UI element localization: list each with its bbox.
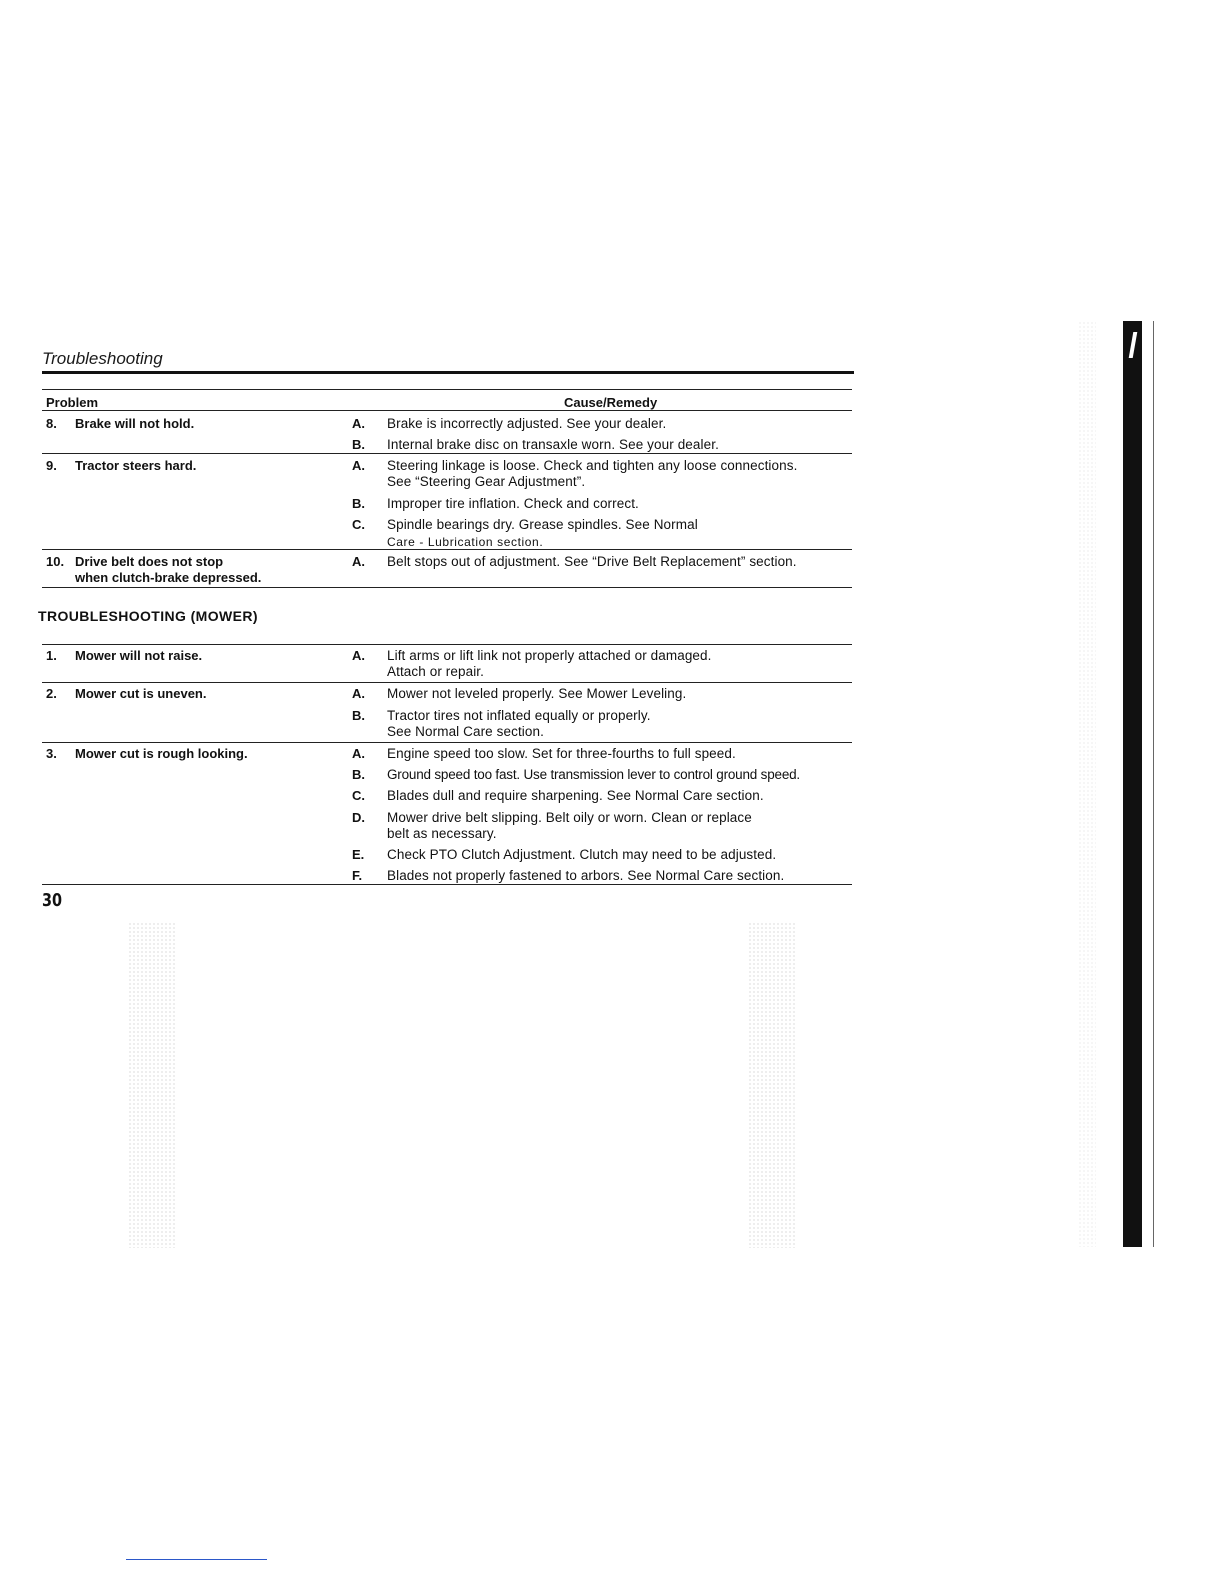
scan-speckle (128, 922, 176, 1248)
problem-text: Mower cut is rough looking. (75, 746, 248, 761)
problem-number: 1. (46, 648, 57, 663)
remedy-text: Steering linkage is loose. Check and tighten any loose connections. See “Steering Gear Adjustment”. (387, 458, 798, 489)
remedy-letter: B. (352, 708, 365, 723)
mower-section-title: TROUBLESHOOTING (MOWER) (38, 608, 258, 624)
section-title: Troubleshooting (42, 349, 163, 368)
title-underline (42, 371, 854, 374)
row-divider (42, 742, 852, 743)
remedy-text: Brake is incorrectly adjusted. See your dealer. (387, 416, 667, 431)
remedy-text: Blades dull and require sharpening. See Normal Care section. (387, 788, 764, 803)
remedy-letter: A. (352, 416, 365, 431)
problem-column-header: Problem (46, 395, 99, 410)
binding-edge-line (1153, 321, 1154, 1247)
row-divider (42, 549, 852, 550)
remedy-text: Check PTO Clutch Adjustment. Clutch may need to be adjusted. (387, 847, 777, 862)
mower-table-top-rule (42, 644, 852, 645)
remedy-text: Blades not properly fastened to arbors. See Normal Care section. (387, 868, 785, 883)
remedy-text: Ground speed too fast. Use transmission lever to control ground speed. (387, 767, 800, 782)
remedy-text: Lift arms or lift link not properly attached or damaged. Attach or repair. (387, 648, 712, 679)
remedy-text-continued: Care - Lubrication section. (387, 535, 544, 549)
remedy-letter: B. (352, 496, 365, 511)
remedy-letter: A. (352, 648, 365, 663)
remedy-letter: D. (352, 810, 365, 825)
remedy-letter: A. (352, 458, 365, 473)
remedy-letter: A. (352, 746, 365, 761)
remedy-letter: B. (352, 767, 365, 782)
problem-text: Drive belt does not stop when clutch-brake depressed. (75, 554, 262, 585)
remedy-letter: C. (352, 517, 365, 532)
remedy-text: Belt stops out of adjustment. See “Drive Belt Replacement” section. (387, 554, 797, 569)
cause-remedy-column-header: Cause/Remedy (564, 395, 658, 410)
blue-underline (126, 1559, 267, 1560)
table-top-rule (42, 389, 852, 390)
problem-text: Tractor steers hard. (75, 458, 197, 473)
remedy-text: Internal brake disc on transaxle worn. See your dealer. (387, 437, 719, 452)
row-divider (42, 453, 852, 454)
remedy-text: Mower drive belt slipping. Belt oily or worn. Clean or replace belt as necessary. (387, 810, 752, 841)
problem-text: Mower cut is uneven. (75, 686, 207, 701)
problem-number: 3. (46, 746, 57, 761)
remedy-text: Tractor tires not inflated equally or properly. See Normal Care section. (387, 708, 651, 739)
scan-speckle (748, 922, 796, 1248)
problem-text: Brake will not hold. (75, 416, 195, 431)
remedy-letter: E. (352, 847, 365, 862)
remedy-letter: A. (352, 554, 365, 569)
row-divider (42, 682, 852, 683)
remedy-text: Mower not leveled properly. See Mower Leveling. (387, 686, 687, 701)
remedy-text: Improper tire inflation. Check and correct. (387, 496, 639, 511)
remedy-letter: B. (352, 437, 365, 452)
scan-speckle (1078, 321, 1096, 1247)
problem-number: 10. (46, 554, 65, 569)
problem-number: 8. (46, 416, 57, 431)
remedy-text: Spindle bearings dry. Grease spindles. See Normal (387, 517, 698, 532)
remedy-letter: C. (352, 788, 365, 803)
table-bottom-rule (42, 587, 852, 588)
remedy-text: Engine speed too slow. Set for three-fourths to full speed. (387, 746, 736, 761)
mower-table-bottom-rule (42, 884, 852, 885)
page-number: 30 (42, 890, 63, 911)
remedy-letter: F. (352, 868, 363, 883)
header-bottom-rule (42, 410, 852, 411)
problem-number: 9. (46, 458, 57, 473)
problem-text: Mower will not raise. (75, 648, 203, 663)
remedy-letter: A. (352, 686, 365, 701)
problem-number: 2. (46, 686, 57, 701)
binding-edge-bar (1123, 321, 1142, 1247)
